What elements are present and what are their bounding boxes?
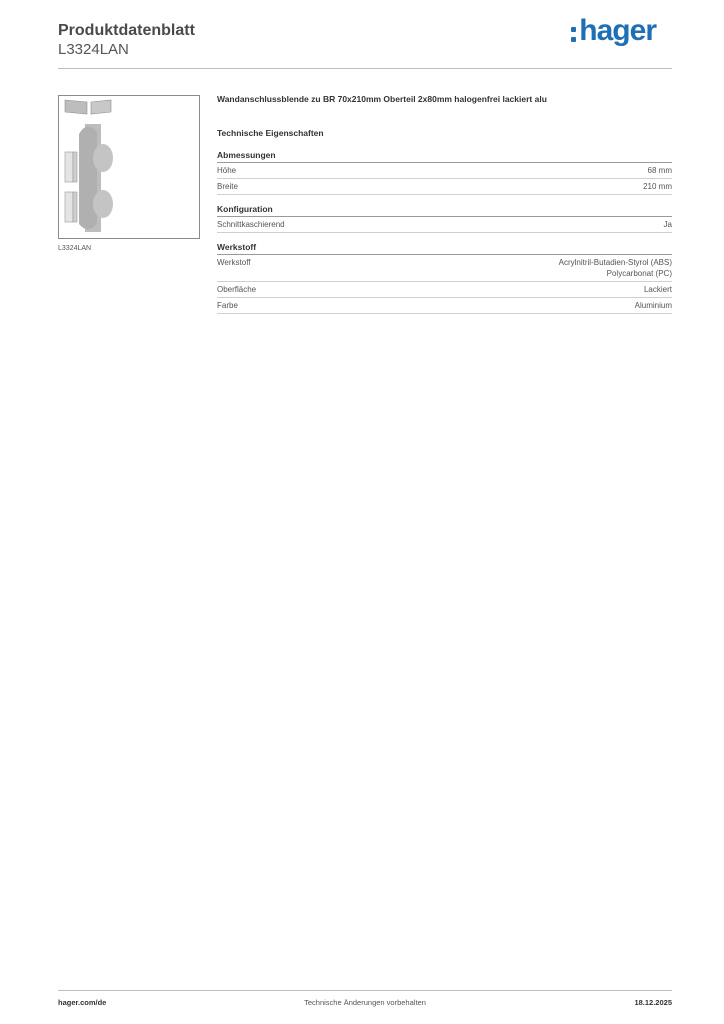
- product-image: [58, 95, 200, 239]
- footer-divider: [58, 990, 672, 991]
- product-details: [217, 94, 672, 323]
- hager-logo: [571, 14, 656, 48]
- spec-label: Schnittkaschierend: [217, 220, 285, 229]
- spec-row: [217, 179, 672, 195]
- spec-label: Werkstoff: [217, 258, 251, 267]
- logo-text: hager: [579, 14, 656, 47]
- spec-value: 68 mm: [647, 166, 672, 175]
- spec-group-material: [217, 242, 672, 314]
- group-title: Konfiguration: [217, 204, 672, 217]
- spec-row: [217, 298, 672, 314]
- spec-label: Farbe: [217, 301, 238, 310]
- product-code: L3324LAN: [58, 41, 129, 58]
- spec-label: Oberfläche: [217, 285, 257, 294]
- spec-value: Ja: [663, 220, 672, 229]
- image-caption: L3324LAN: [58, 245, 92, 252]
- spec-group-configuration: [217, 204, 672, 233]
- footer-website-link[interactable]: hager.com/de: [58, 998, 107, 1007]
- footer-notice: Technische Änderungen vorbehalten: [304, 998, 426, 1007]
- specs-heading: Technische Eigenschaften: [217, 128, 324, 138]
- document-header: [58, 21, 195, 59]
- spec-value: 210 mm: [643, 182, 672, 191]
- header-divider: [58, 68, 672, 69]
- logo-colon-icon: [571, 27, 576, 42]
- spec-label: Höhe: [217, 166, 237, 175]
- spec-value: Acrylnitril-Butadien-Styrol (ABS): [558, 258, 672, 267]
- product-illustration: [59, 96, 199, 238]
- spec-row: [217, 255, 672, 282]
- spec-value: Polycarbonat (PC): [606, 269, 672, 278]
- spec-group-dimensions: [217, 150, 672, 195]
- spec-value: Lackiert: [643, 285, 672, 294]
- group-title: Werkstoff: [217, 242, 672, 255]
- spec-row: [217, 217, 672, 233]
- spec-value-multiline: [559, 257, 672, 279]
- footer-date: 18.12.2025: [634, 998, 672, 1007]
- spec-label: Breite: [217, 182, 238, 191]
- spec-row: [217, 163, 672, 179]
- document-title: Produktdatenblatt: [58, 22, 195, 39]
- spec-value: Aluminium: [634, 301, 672, 310]
- group-title: Abmessungen: [217, 150, 672, 163]
- product-description: Wandanschlussblende zu BR 70x210mm Oberteil 2x80mm halogenfrei lackiert alu: [217, 94, 547, 104]
- spec-row: [217, 282, 672, 298]
